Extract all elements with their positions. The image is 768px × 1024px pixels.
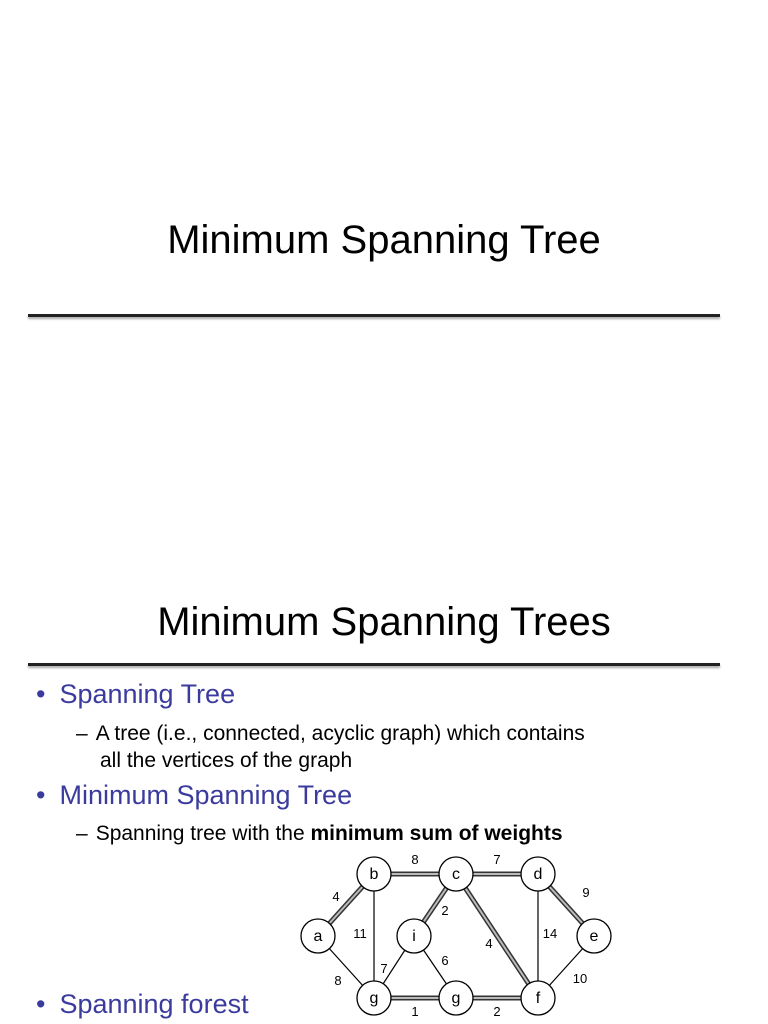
bullet-minimum-spanning-tree xyxy=(36,780,352,811)
edge-weight-a-g1: 8 xyxy=(334,973,342,988)
edge-weight-i-g1: 7 xyxy=(380,961,388,976)
sub-bullet-line-1: A tree (i.e., connected, acyclic graph) which contains xyxy=(95,722,585,745)
edge-weight-e-f: 10 xyxy=(572,971,588,986)
slide-title: Minimum Spanning Trees xyxy=(157,600,611,644)
title-divider xyxy=(28,663,720,666)
slide-2 xyxy=(0,512,768,1024)
edge-weight-d-f: 14 xyxy=(542,926,558,941)
edge-weight-a-b: 4 xyxy=(332,889,340,904)
sub-bullet-definition xyxy=(76,720,585,774)
edge-weight-c-f: 4 xyxy=(485,936,493,951)
edge-weight-g2-f: 2 xyxy=(493,1004,501,1019)
bullet-spanning-tree xyxy=(36,679,235,710)
dash-icon: – xyxy=(76,822,88,845)
edge-weight-c-i: 2 xyxy=(441,903,449,918)
slide-title: Minimum Spanning Tree xyxy=(167,218,601,262)
bullet-icon: • xyxy=(36,679,46,709)
edge-weight-b-c: 8 xyxy=(411,852,419,867)
mst-edge-highlight-c-f xyxy=(456,874,538,998)
weighted-graph-diagram xyxy=(290,850,620,1022)
graph-node-label-b: b xyxy=(369,866,379,883)
graph-node-label-c: c xyxy=(452,866,460,883)
bullet-label: Spanning Tree xyxy=(59,679,236,709)
edge-weight-d-e: 9 xyxy=(582,885,590,900)
graph-node-label-g2: g xyxy=(451,990,461,1007)
bullet-label: Spanning forest xyxy=(59,989,249,1019)
edge-weight-b-g1: 11 xyxy=(353,926,367,941)
bullet-label: Minimum Spanning Tree xyxy=(59,780,353,810)
bullet-icon: • xyxy=(36,780,46,810)
sub-bullet-mst-definition xyxy=(76,820,563,847)
edge-weight-i-g2: 6 xyxy=(441,953,449,968)
sub-bullet-line-2: all the vertices of the graph xyxy=(100,749,353,772)
dash-icon: – xyxy=(76,722,88,745)
graph-node-label-e: e xyxy=(589,928,599,945)
sub-bullet-emphasis: minimum sum of weights xyxy=(310,822,563,845)
edge-weight-g1-g2: 1 xyxy=(411,1004,419,1019)
graph-node-label-a: a xyxy=(313,928,323,945)
graph-node-label-g1: g xyxy=(369,990,379,1007)
title-divider xyxy=(28,314,720,317)
graph-node-label-f: f xyxy=(535,990,541,1007)
graph-node-label-d: d xyxy=(533,866,543,883)
bullet-icon: • xyxy=(36,989,46,1019)
sub-bullet-text: Spanning tree with the xyxy=(95,822,311,845)
bullet-spanning-forest xyxy=(36,989,249,1020)
edge-weight-c-d: 7 xyxy=(493,852,501,867)
graph-node-label-i: i xyxy=(412,928,416,945)
